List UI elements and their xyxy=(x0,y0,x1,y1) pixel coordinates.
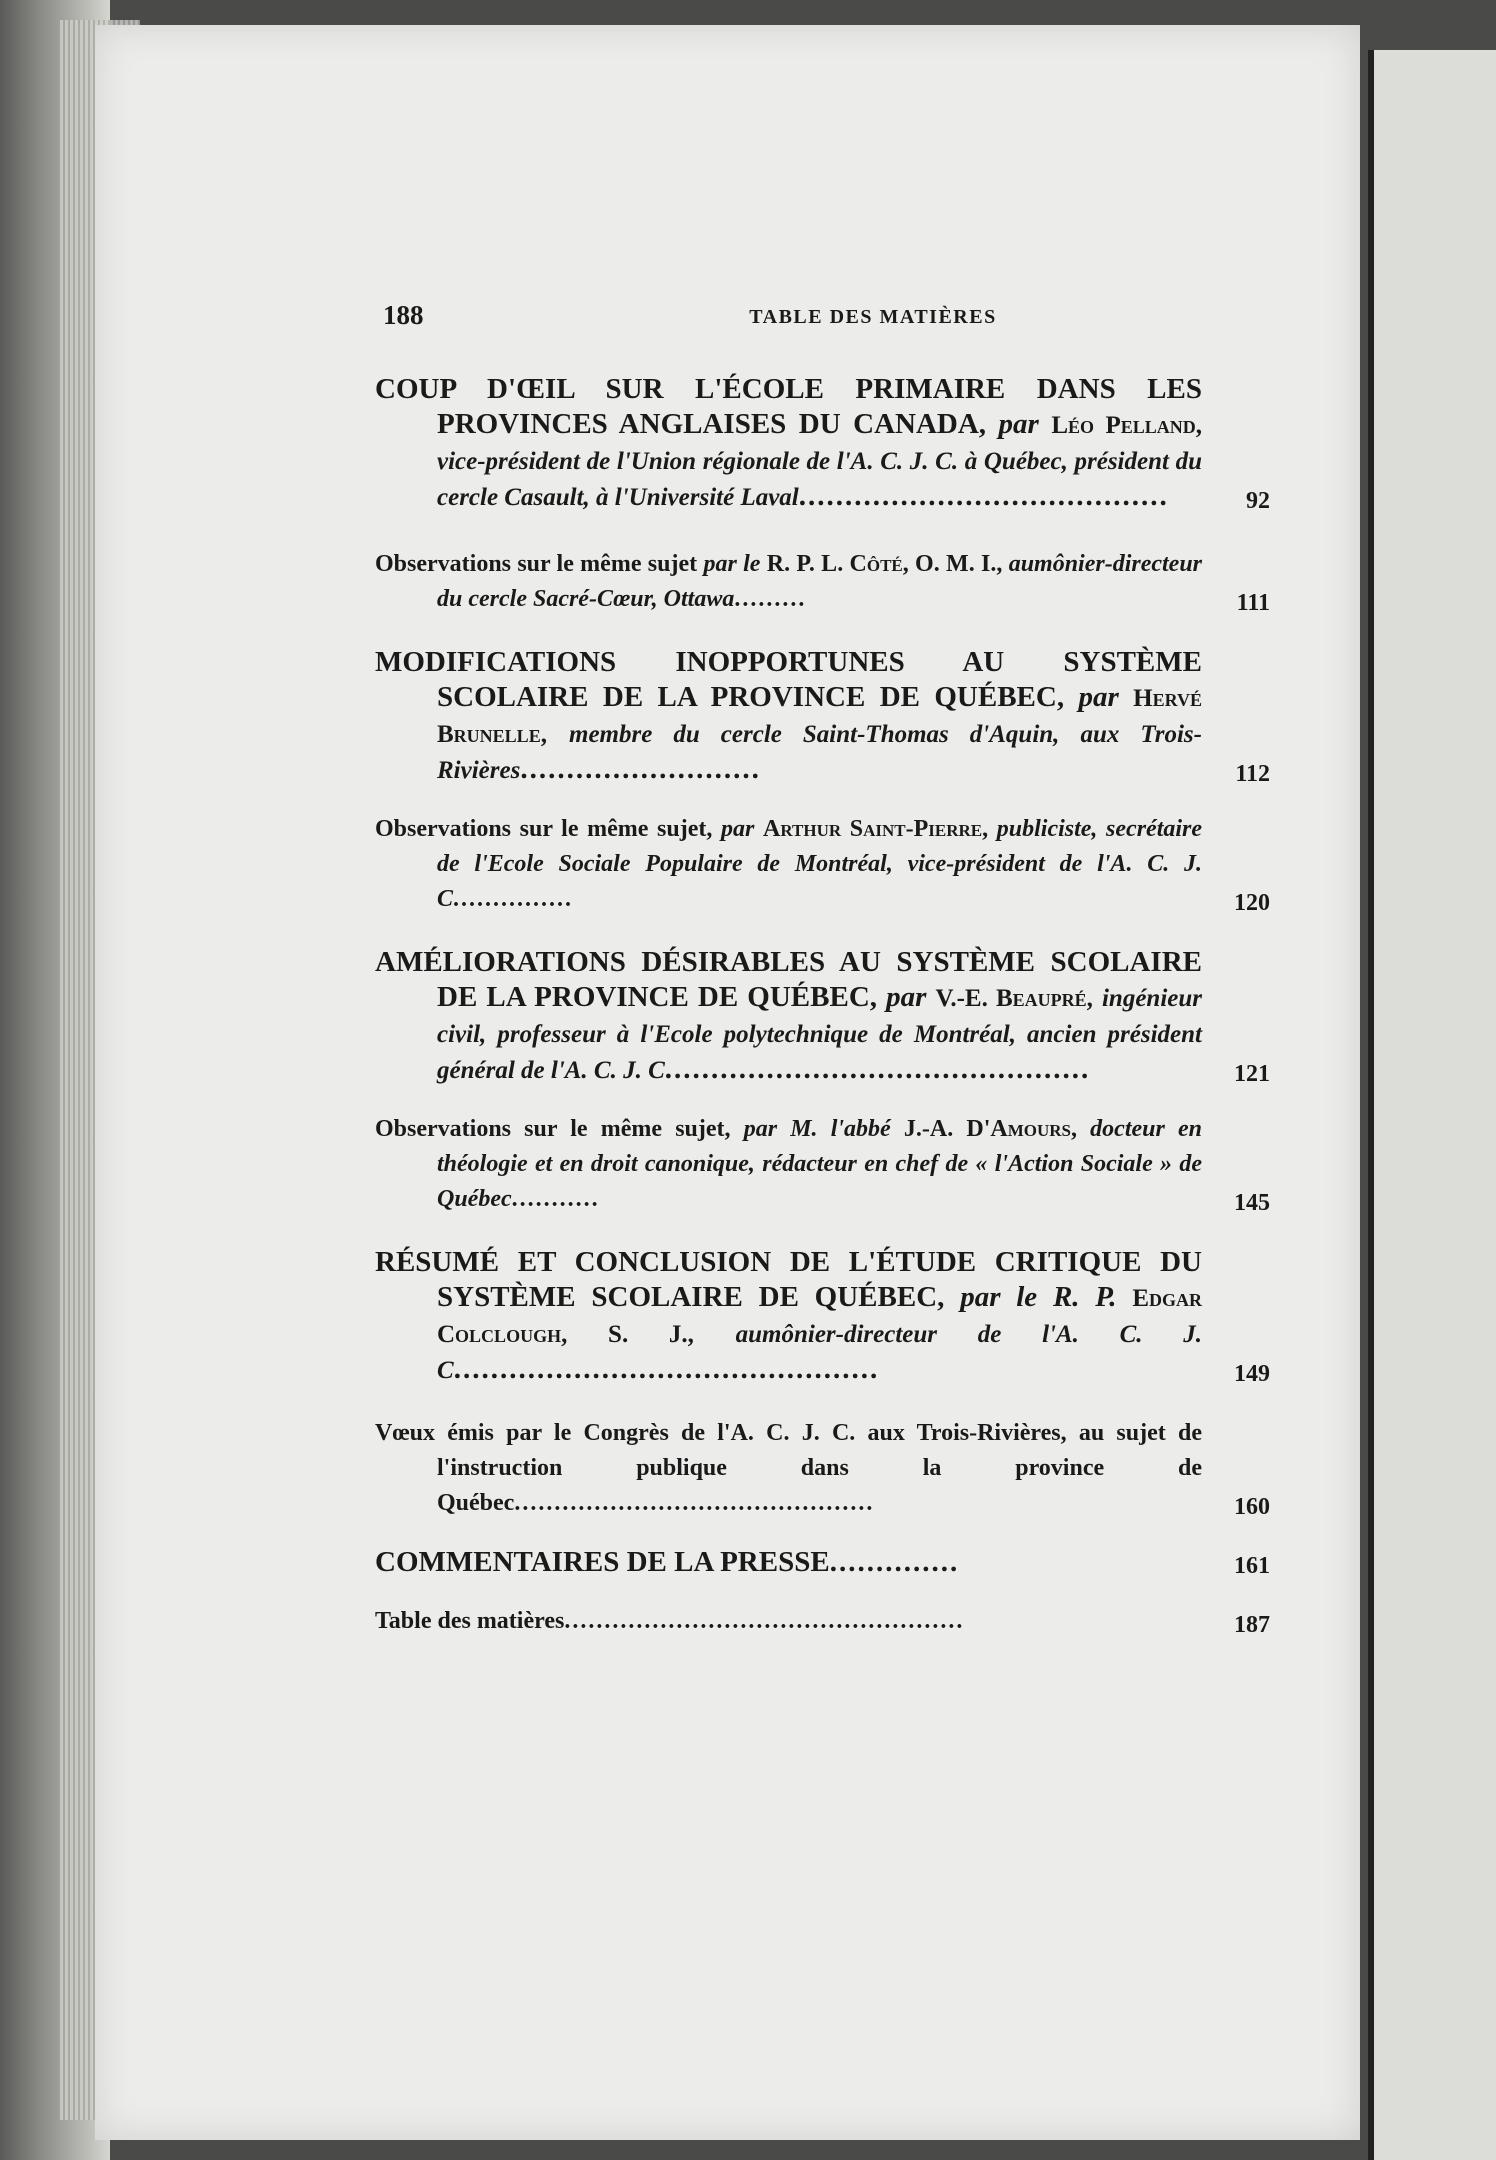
entry-author: Hervé Brunelle, xyxy=(437,685,1202,748)
page-header xyxy=(383,300,1263,340)
entry-author: J.-A. D'Amours, xyxy=(903,1116,1077,1142)
entry-author: Léo Pelland, xyxy=(1051,412,1203,439)
entry-page-number: 187 xyxy=(1234,1612,1270,1638)
entry-title: Observations sur le même sujet xyxy=(375,551,698,577)
entry-page-number: 112 xyxy=(1235,761,1270,787)
table-of-contents xyxy=(375,372,1270,1639)
facing-page xyxy=(1368,50,1496,2160)
entry-title: Vœux émis par le Congrès de l'A. C. J. C. aux Trois-Rivières, au sujet de l'instruction publique dans la province de Québec xyxy=(375,1420,1202,1516)
entry-author: R. P. L. Côté, O. M. I., xyxy=(766,551,1003,577)
toc-entry xyxy=(375,547,1270,617)
entry-page-number: 145 xyxy=(1234,1190,1270,1216)
entry-page-number: 121 xyxy=(1234,1061,1270,1087)
entry-by: par xyxy=(998,408,1039,440)
entry-title: AMÉLIORATIONS DÉSIRABLES AU SYSTÈME SCOLAIRE DE LA PROVINCE DE QUÉBEC, xyxy=(375,946,1202,1013)
entry-description: vice-président de l'Union régionale de l'A. C. J. C. à Québec, président du cercle Casault, à l'Université Laval xyxy=(437,448,1202,511)
entry-description: aumônier-directeur de l'A. C. J. C xyxy=(437,1321,1202,1384)
entry-title: MODIFICATIONS INOPPORTUNES AU SYSTÈME SCOLAIRE DE LA PROVINCE DE QUÉBEC, xyxy=(375,646,1202,713)
running-title: TABLE DES MATIÈRES xyxy=(749,306,997,328)
entry-description: publiciste, secrétaire de l'Ecole Sociale Populaire de Montréal, vice-président de l'A. C. J. C xyxy=(437,816,1203,912)
dot-leader: .............................................. xyxy=(453,1353,880,1385)
entry-title: COMMENTAIRES DE LA PRESSE xyxy=(375,1546,830,1578)
entry-author: Edgar Colclough, S. J., xyxy=(437,1285,1203,1348)
entry-page-number: 161 xyxy=(1234,1553,1270,1579)
entry-page-number: 111 xyxy=(1236,590,1270,616)
entry-description: docteur en théologie et en droit canonique, rédacteur en chef de « l'Action Sociale » de Québec xyxy=(437,1116,1203,1212)
dot-leader: .............................................. xyxy=(664,1053,1091,1085)
entry-by: par M. l'abbé xyxy=(743,1116,891,1142)
toc-entry xyxy=(375,1604,1270,1639)
entry-by: par le R. P. xyxy=(960,1281,1117,1313)
entry-title: Observations sur le même sujet, xyxy=(375,1116,731,1142)
toc-entry xyxy=(375,1545,1270,1580)
toc-entry xyxy=(375,372,1270,515)
entry-by: par xyxy=(721,816,755,842)
dot-leader: ........................................ xyxy=(798,480,1169,512)
dot-leader: .................................................. xyxy=(564,1608,965,1634)
toc-entry xyxy=(375,1416,1270,1521)
entry-page-number: 92 xyxy=(1246,488,1270,514)
entry-author: V.-E. Beaupré, xyxy=(935,985,1093,1012)
entry-page-number: 149 xyxy=(1234,1361,1270,1387)
entry-description: aumônier-directeur du cercle Sacré-Cœur, Ottawa xyxy=(437,551,1203,612)
toc-entry xyxy=(375,1112,1270,1217)
entry-title: Observations sur le même sujet, xyxy=(375,816,713,842)
page-number: 188 xyxy=(383,300,424,330)
entry-by: par xyxy=(886,981,927,1013)
entry-title: COUP D'ŒIL SUR L'ÉCOLE PRIMAIRE DANS LES PROVINCES ANGLAISES DU CANADA, xyxy=(375,373,1202,440)
dot-leader: ............................................. xyxy=(514,1490,875,1516)
dot-leader: .............. xyxy=(829,1546,960,1578)
entry-title: Table des matières xyxy=(375,1608,565,1634)
entry-by: par xyxy=(1078,681,1119,713)
dot-leader: ......... xyxy=(734,586,807,612)
toc-entry xyxy=(375,1245,1270,1388)
entry-page-number: 120 xyxy=(1234,890,1270,916)
entry-title: RÉSUMÉ ET CONCLUSION DE L'ÉTUDE CRITIQUE DU SYSTÈME SCOLAIRE DE QUÉBEC, xyxy=(375,1246,1202,1313)
entry-by: par le xyxy=(703,551,761,577)
entry-description: ingénieur civil, professeur à l'Ecole polytechnique de Montréal, ancien président général de l'A. C. J. C xyxy=(437,985,1202,1084)
entry-description: membre du cercle Saint-Thomas d'Aquin, aux Trois-Rivières xyxy=(437,721,1202,784)
dot-leader: ............... xyxy=(453,886,574,912)
dot-leader: .......................... xyxy=(520,753,761,785)
entry-author: Arthur Saint-Pierre, xyxy=(763,816,989,842)
toc-entry xyxy=(375,945,1270,1088)
entry-page-number: 160 xyxy=(1234,1494,1270,1520)
toc-entry xyxy=(375,812,1270,917)
toc-entry xyxy=(375,645,1270,788)
dot-leader: ........... xyxy=(511,1186,600,1212)
